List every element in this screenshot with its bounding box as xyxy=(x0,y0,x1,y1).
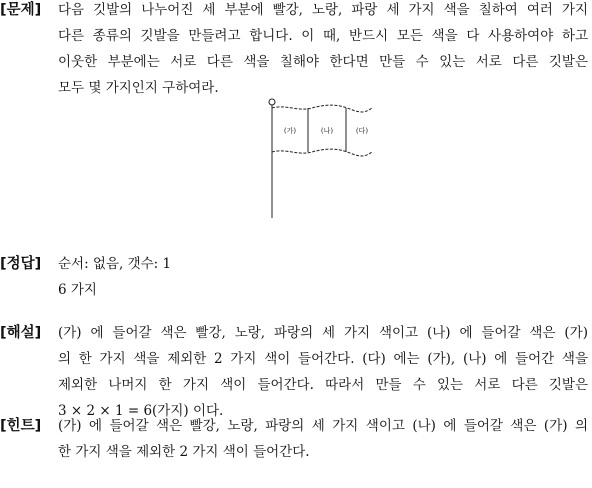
flag-region-label: (가) xyxy=(283,127,297,135)
explanation-text xyxy=(58,320,588,424)
hint-text xyxy=(58,413,588,465)
problem-line: 다음 깃발의 나누어진 세 부분에 빨강, 노랑, 파랑 세 가지 색을 칠하여 여러 가지 xyxy=(58,2,588,18)
explanation-line: (가) 에 들어갈 색은 빨강, 노랑, 파랑의 세 가지 색이고 (나) 에 들어갈 색은 (가) xyxy=(58,325,588,341)
hint-line: (가) 에 들어갈 색은 빨강, 노랑, 파랑의 세 가지 색이고 (나) 에 들어갈 색은 (가) 의 xyxy=(58,418,588,434)
answer-text xyxy=(58,251,588,303)
problem-line: 모두 몇 가지인지 구하여라. xyxy=(58,80,219,96)
explanation-line: 제외한 나머지 한 가지 색이 들어간다. 따라서 만들 수 있는 서로 다른 깃발은 xyxy=(58,377,588,393)
answer-label: [정답] xyxy=(0,256,42,272)
hint-line: 한 가지 색을 제외한 2 가지 색이 들어간다. xyxy=(58,444,310,460)
answer-line: 6 가지 xyxy=(58,282,97,298)
explanation-line: 의 한 가지 색을 제외한 2 가지 색이 들어간다. (다) 에는 (가), (나) 에 들어간 색을 xyxy=(58,351,588,367)
flag-bottom-edge xyxy=(272,149,372,156)
flagpole-knob xyxy=(269,99,275,105)
flag-figure xyxy=(266,96,376,222)
answer-line: 순서: 없음, 갯수: 1 xyxy=(58,256,172,272)
problem-label: [문제] xyxy=(0,2,42,18)
flag-top-edge xyxy=(272,105,372,112)
explanation-line: 3 × 2 × 1 = 6(가지) 이다. xyxy=(58,403,224,419)
flag-region-label: (나) xyxy=(320,127,334,135)
hint-label: [힌트] xyxy=(0,418,42,434)
problem-line: 다른 종류의 깃발을 만들려고 합니다. 이 때, 반드시 모든 색을 다 사용하여야 하고 xyxy=(58,28,588,44)
problem-text xyxy=(58,0,588,101)
problem-line: 이웃한 부분에는 서로 다른 색을 칠해야 한다면 만들 수 있는 서로 다른 깃발은 xyxy=(58,54,588,70)
explanation-label: [해설] xyxy=(0,325,42,341)
flag-region-label: (다) xyxy=(355,127,369,135)
